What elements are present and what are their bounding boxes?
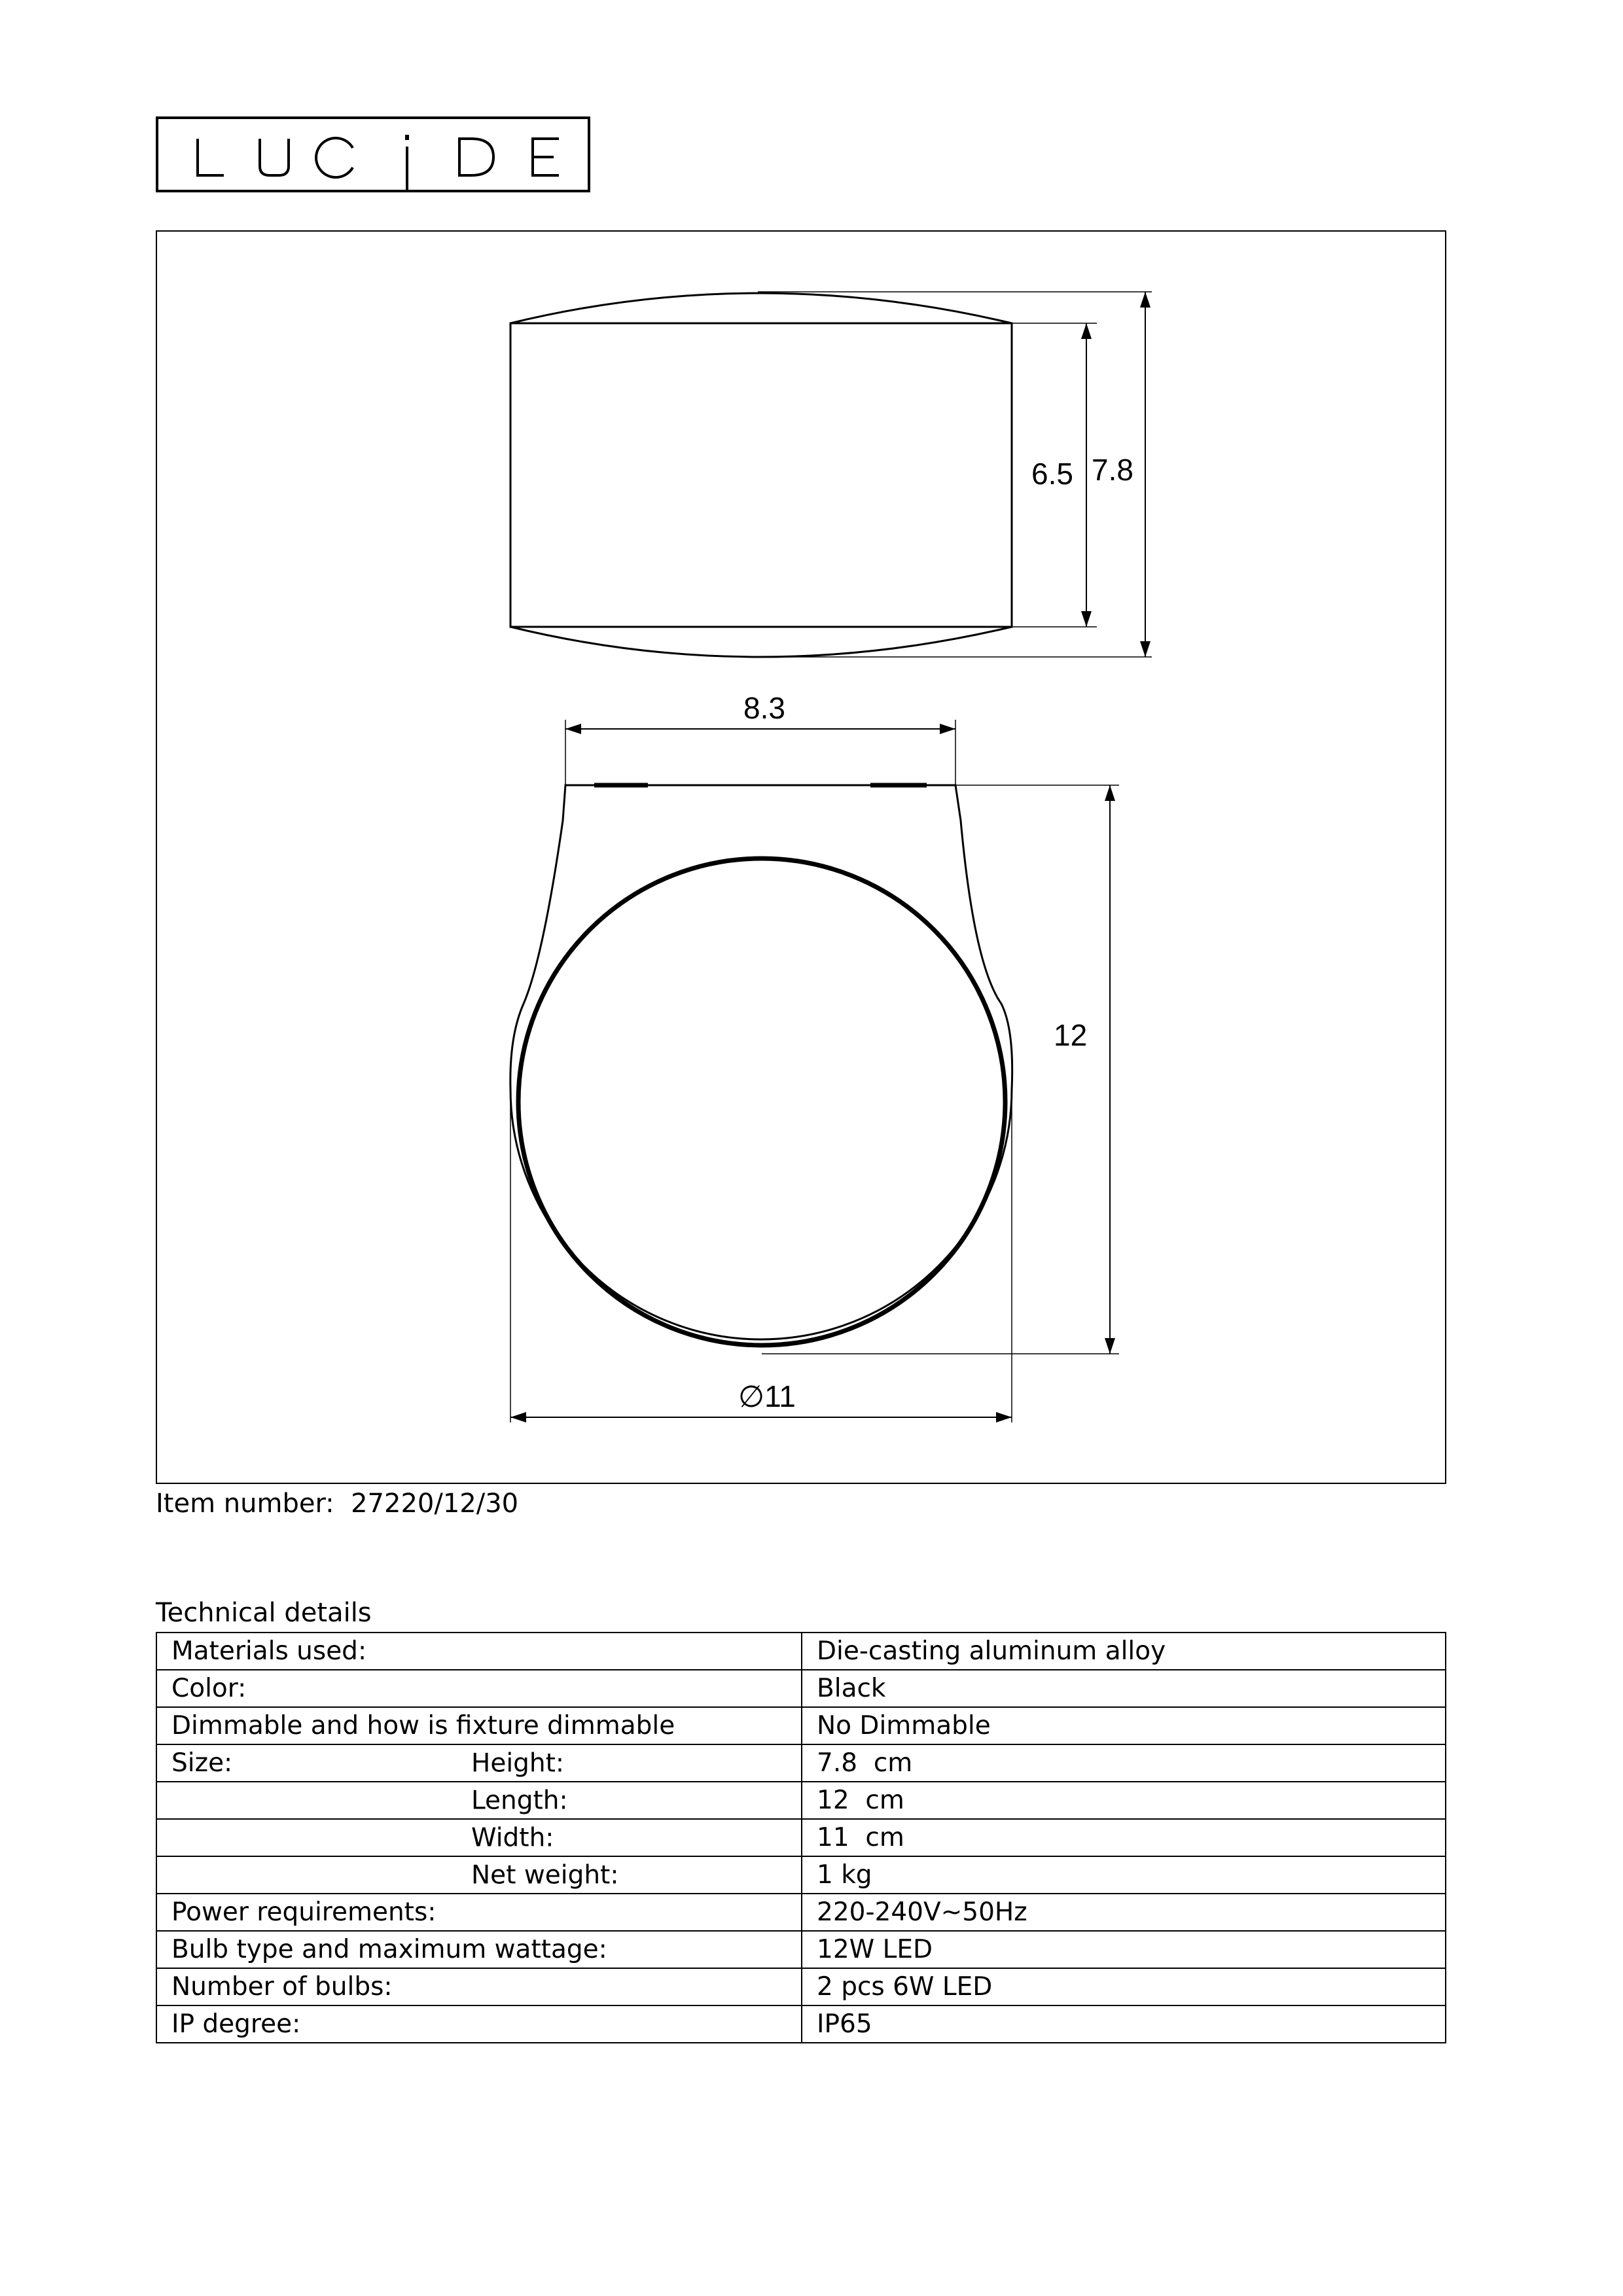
dimension-label-top-width: 8.3	[743, 691, 785, 725]
spec-label-cell	[156, 1819, 802, 1856]
spec-value: Die-casting aluminum alloy	[802, 1633, 1446, 1670]
technical-details-table	[156, 1632, 1446, 2043]
spec-label: Dimmable and how is fixture dimmable	[171, 1711, 675, 1740]
arrowhead	[1081, 323, 1092, 339]
spec-label: IP degree:	[171, 2009, 301, 2039]
spec-sublabel: Length:	[471, 1786, 568, 1815]
spec-row	[156, 1968, 1446, 2005]
logo-letter-u	[260, 139, 289, 175]
spec-label-cell	[156, 1707, 802, 1744]
spec-label-cell	[156, 1894, 802, 1931]
spec-label-cell	[156, 1856, 802, 1894]
spec-row	[156, 1931, 1446, 1968]
spec-value: 7.8 cm	[802, 1744, 1446, 1782]
spec-row	[156, 1744, 1446, 1782]
spec-label: Materials used:	[171, 1636, 367, 1666]
dimension-label-length: 12	[1054, 1018, 1088, 1052]
spec-row	[156, 2005, 1446, 2043]
dimension-label-diameter: ∅11	[738, 1379, 796, 1413]
spec-row	[156, 1633, 1446, 1670]
technical-drawing	[157, 232, 1448, 1485]
logo-letter-c	[316, 138, 353, 177]
spec-value: IP65	[802, 2005, 1446, 2043]
spec-sublabel: Net weight:	[471, 1860, 619, 1890]
spec-label-cell	[156, 1782, 802, 1819]
spec-value: 12 cm	[802, 1782, 1446, 1819]
spec-label: Power requirements:	[171, 1898, 437, 1927]
brand-logo	[156, 116, 590, 192]
spec-value: Black	[802, 1670, 1446, 1707]
spec-value: 1 kg	[802, 1856, 1446, 1894]
item-number	[156, 1484, 518, 1523]
spec-label-cell	[156, 1744, 802, 1782]
logo-letter-e	[533, 139, 559, 175]
side-view-body	[510, 323, 1012, 627]
side-view-top-arc	[510, 293, 1012, 323]
dimension-label-height-outer: 7.8	[1092, 453, 1133, 487]
spec-value: 2 pcs 6W LED	[802, 1968, 1446, 2005]
spec-sublabel: Height:	[471, 1748, 565, 1778]
spec-label-cell	[156, 1931, 802, 1968]
arrowhead	[510, 1412, 526, 1422]
spec-label: Color:	[171, 1674, 247, 1703]
spec-value: 12W LED	[802, 1931, 1446, 1968]
arrowhead	[940, 724, 955, 734]
arrowhead	[1081, 611, 1092, 627]
arrowhead	[1140, 292, 1150, 308]
spec-value: 11 cm	[802, 1819, 1446, 1856]
arrowhead	[996, 1412, 1012, 1422]
spec-row	[156, 1782, 1446, 1819]
spec-label-cell	[156, 1633, 802, 1670]
spec-value: 220-240V~50Hz	[802, 1894, 1446, 1931]
spec-label-cell	[156, 1670, 802, 1707]
spec-label-cell	[156, 2005, 802, 2043]
spec-row	[156, 1856, 1446, 1894]
spec-label: Bulb type and maximum wattage:	[171, 1935, 607, 1964]
logo-letter-d	[459, 139, 493, 175]
spec-row	[156, 1707, 1446, 1744]
technical-details-title: Technical details	[156, 1598, 372, 1628]
item-number-label: Item number:	[156, 1489, 334, 1519]
spec-label: Size:	[171, 1748, 233, 1778]
brand-logo-wordmark	[158, 119, 593, 195]
dimension-label-height-inner: 6.5	[1031, 457, 1073, 491]
spec-row	[156, 1894, 1446, 1931]
spec-row	[156, 1670, 1446, 1707]
spec-value: No Dimmable	[802, 1707, 1446, 1744]
logo-letter-l	[198, 139, 224, 175]
technical-drawing-frame	[156, 230, 1446, 1484]
arrowhead	[1140, 641, 1150, 657]
item-number-value: 27220/12/30	[351, 1489, 519, 1519]
spec-row	[156, 1819, 1446, 1856]
spec-sublabel: Width:	[471, 1823, 554, 1852]
arrowhead	[565, 724, 581, 734]
side-view-bottom-arc	[510, 627, 1012, 657]
arrowhead	[1105, 785, 1115, 801]
spec-label: Number of bulbs:	[171, 1972, 393, 2002]
front-view-housing	[510, 785, 1012, 1339]
arrowhead	[1105, 1338, 1115, 1354]
spec-label-cell	[156, 1968, 802, 2005]
logo-dot	[405, 135, 409, 140]
